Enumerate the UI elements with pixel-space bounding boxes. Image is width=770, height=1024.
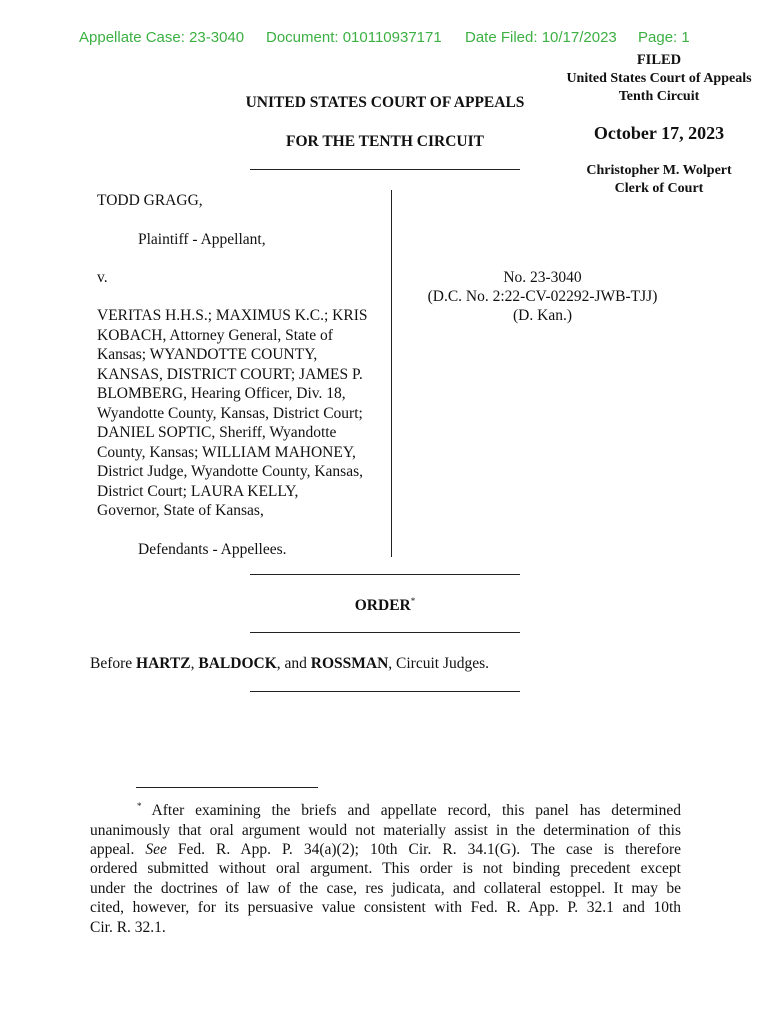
plaintiff-role: Plaintiff - Appellant, (138, 231, 266, 248)
page-number: Page: 1 (638, 29, 690, 46)
defendants-line: District Judge, Wyandotte County, Kansas, (97, 463, 363, 480)
district-court: (D. Kan.) (513, 307, 572, 324)
order-title-text: ORDER (354, 597, 411, 615)
caption-rule (250, 574, 520, 575)
heading-rule (250, 169, 520, 170)
defendants-line: District Court; LAURA KELLY, (97, 482, 299, 500)
filed-court: United States Court of Appeals (566, 71, 752, 86)
footnote-line: * After examining the briefs and appellate record, this panel has determined (137, 801, 681, 820)
versus: v. (97, 269, 108, 286)
defendants-line: KANSAS, DISTRICT COURT; JAMES P. (97, 365, 363, 383)
panel-suffix: , Circuit Judges. (388, 655, 490, 672)
clerk-title: Clerk of Court (614, 181, 704, 196)
footnote-separator (136, 787, 318, 788)
footnote-line: under the doctrines of law of the case, res judicata, and collateral estoppel. It may be (90, 879, 681, 897)
plaintiff-name: TODD GRAGG, (97, 192, 203, 209)
court-circuit: FOR THE TENTH CIRCUIT (286, 133, 484, 150)
footnote-line: Cir. R. 32.1. (90, 918, 166, 936)
footnote (90, 797, 681, 937)
panel-rule (250, 691, 520, 692)
defendants-line: DANIEL SOPTIC, Sheriff, Wyandotte (97, 424, 337, 441)
document-number: Document: 010110937171 (266, 29, 442, 46)
filing-header-stamp (0, 29, 770, 49)
case-number: No. 23-3040 (503, 269, 582, 286)
defendants-line: BLOMBERG, Hearing Officer, Div. 18, (97, 385, 346, 402)
clerk-name: Christopher M. Wolpert (586, 163, 732, 178)
order-footnote-marker: * (410, 596, 416, 606)
footnote-line: appeal. See Fed. R. App. P. 34(a)(2); 10th Cir. R. 34.1(G). The case is therefore (90, 840, 681, 858)
defendants-line: County, Kansas; WILLIAM MAHONEY, (97, 443, 356, 461)
defendants-line: VERITAS H.H.S.; MAXIMUS K.C.; KRIS (97, 307, 368, 324)
case-numbers (405, 268, 680, 325)
judge-name: ROSSMAN (310, 655, 389, 672)
defendants-role: Defendants - Appellees. (138, 541, 287, 558)
footnote-marker: * (137, 801, 142, 811)
judge-name: BALDOCK (198, 655, 277, 672)
footnote-line: cited, however, for its persuasive value consistent with Fed. R. App. P. 32.1 and 10th (90, 899, 681, 917)
panel-separator: , (190, 655, 199, 672)
footnote-line: ordered submitted without oral argument. This order is not binding precedent except (90, 860, 681, 878)
appellate-case-number: Appellate Case: 23-3040 (79, 29, 245, 46)
filed-label: FILED (636, 52, 682, 68)
caption-divider (391, 190, 392, 557)
defendants-line: Wyandotte County, Kansas, District Court; (97, 404, 363, 422)
date-filed: Date Filed: 10/17/2023 (465, 29, 617, 46)
filed-circuit: Tenth Circuit (618, 89, 700, 104)
judge-name: HARTZ (136, 655, 191, 672)
citation-signal: See (145, 840, 167, 858)
filed-date: October 17, 2023 (593, 123, 725, 143)
order-title (250, 596, 520, 615)
defendants-line: KOBACH, Attorney General, State of (97, 326, 333, 344)
defendants-line: Kansas; WYANDOTTE COUNTY, (97, 346, 318, 363)
court-name: UNITED STATES COURT OF APPEALS (245, 94, 525, 111)
panel-judges (90, 655, 489, 673)
district-court-number: (D.C. No. 2:22-CV-02292-JWB-TJJ) (427, 288, 658, 305)
panel-separator: , and (276, 655, 311, 672)
defendants-line: Governor, State of Kansas, (97, 502, 264, 519)
footnote-line: unanimously that oral argument would not materially assist in the determination of this (90, 821, 681, 839)
panel-before: Before (90, 655, 137, 672)
order-rule (250, 632, 520, 633)
